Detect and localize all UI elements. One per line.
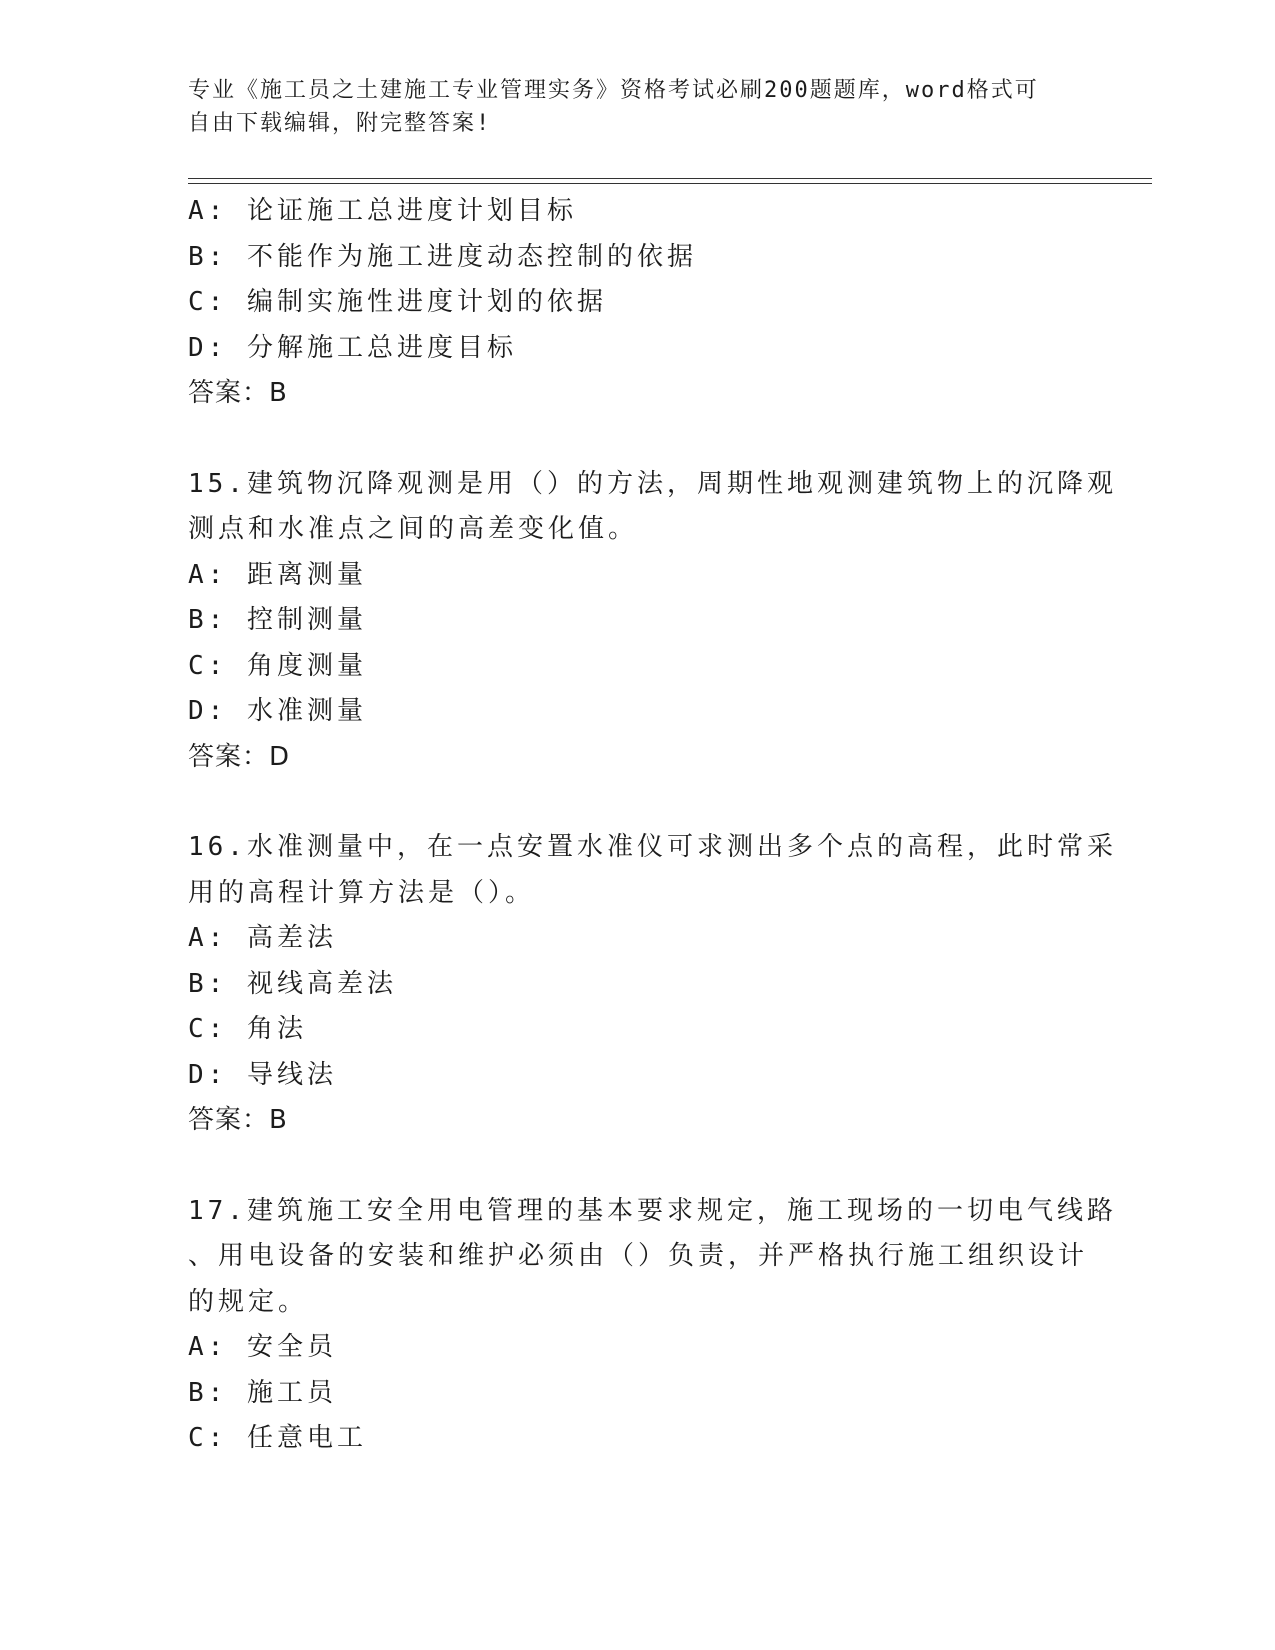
question-text-line-3: 的规定。 (188, 1286, 309, 1317)
option-a: A: 高差法 (188, 923, 337, 953)
header-line-1: 专业《施工员之土建施工专业管理实务》资格考试必刷200题题库，word格式可 (188, 78, 1039, 103)
question-text-line-1: 17.建筑施工安全用电管理的基本要求规定，施工现场的一切电气线路 (188, 1195, 1117, 1226)
question-text-line-1: 16.水准测量中，在一点安置水准仪可求测出多个点的高程，此时常采 (188, 832, 1117, 862)
header-divider-bottom (188, 183, 1152, 184)
question-text-line-2: 测点和水准点之间的高差变化值。 (188, 514, 639, 544)
answer: 答案：B (188, 378, 288, 408)
question-text-line-1: 15.建筑物沉降观测是用（）的方法，周期性地观测建筑物上的沉降观 (188, 468, 1117, 499)
option-b: B: 视线高差法 (188, 968, 397, 999)
question-text-line-2: 用的高程计算方法是（）。 (188, 877, 536, 908)
document-body (188, 189, 1117, 1462)
option-a: A: 安全员 (188, 1332, 337, 1362)
question-text-line-2: 、用电设备的安装和维护必须由（）负责，并严格执行施工组织设计 (188, 1241, 1089, 1271)
option-c: C: 角法 (188, 1014, 307, 1044)
option-b: B: 不能作为施工进度动态控制的依据 (188, 241, 697, 272)
option-c: C: 角度测量 (188, 650, 367, 681)
question-16 (188, 825, 1117, 1144)
document-header (188, 74, 1068, 140)
question-17 (188, 1189, 1117, 1462)
option-d: D: 导线法 (188, 1059, 337, 1090)
option-c: C: 编制实施性进度计划的依据 (188, 287, 607, 317)
option-b: B: 施工员 (188, 1377, 337, 1408)
answer: 答案：B (188, 1105, 288, 1135)
option-c: C: 任意电工 (188, 1423, 367, 1453)
option-a: A: 距离测量 (188, 559, 367, 590)
question-14 (188, 189, 1088, 417)
option-d: D: 分解施工总进度目标 (188, 332, 517, 363)
header-line-2: 自由下载编辑，附完整答案! (188, 111, 492, 136)
option-d: D: 水准测量 (188, 696, 367, 726)
option-a: A: 论证施工总进度计划目标 (188, 196, 577, 226)
answer: 答案：D (188, 741, 291, 772)
header-divider-top (188, 178, 1152, 179)
option-b: B: 控制测量 (188, 605, 367, 635)
question-15 (188, 462, 1117, 781)
